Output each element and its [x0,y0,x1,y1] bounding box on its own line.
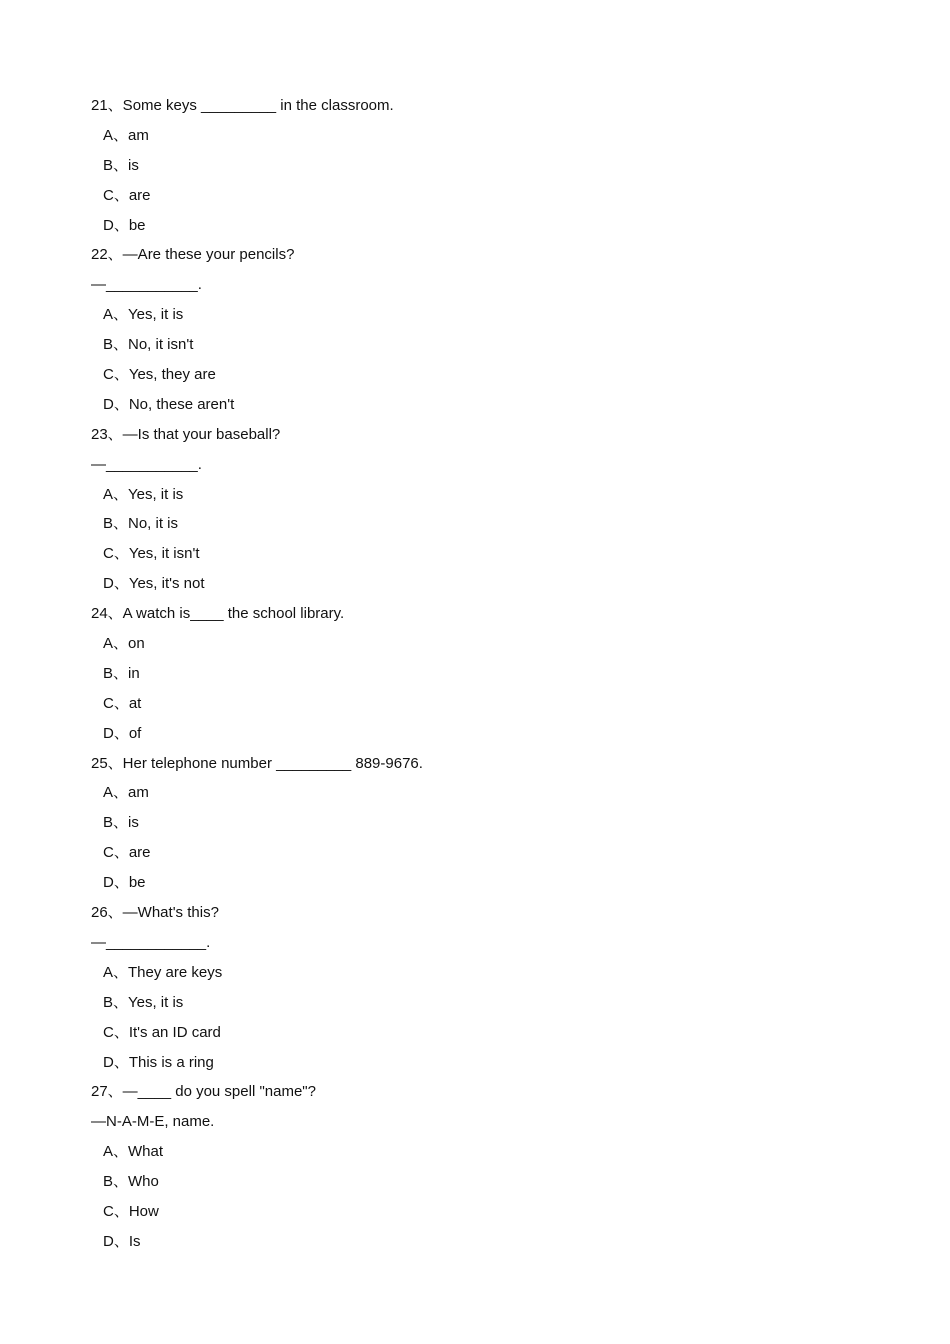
answer-option[interactable]: B、Yes, it is [103,993,184,1011]
answer-option[interactable]: D、be [103,216,146,234]
answer-option[interactable]: D、No, these aren't [103,395,235,413]
question-24 [0,599,950,748]
answer-option[interactable]: A、Yes, it is [103,485,184,503]
answer-option[interactable]: C、at [103,694,142,712]
answer-option[interactable]: C、It's an ID card [103,1023,221,1041]
answer-blank-line: —___________. [91,276,202,294]
answer-option[interactable]: B、No, it isn't [103,336,194,354]
question-25 [0,749,950,898]
question-stem: 26、—What's this? [91,904,219,922]
question-stem: 27、—____ do you spell "name"? [91,1083,316,1101]
question-26 [0,898,950,1077]
answer-option[interactable]: A、What [103,1143,164,1161]
answer-option[interactable]: C、Yes, it isn't [103,545,200,563]
answer-blank-line: —N-A-M-E, name. [91,1113,215,1131]
question-stem: 25、Her telephone number _________ 889-9676. [91,754,423,772]
question-21 [0,91,950,240]
question-stem: 23、—Is that your baseball? [91,425,281,443]
answer-option[interactable]: A、They are keys [103,963,223,981]
answer-option[interactable]: C、How [103,1202,159,1220]
answer-option[interactable]: B、is [103,156,139,174]
answer-blank-line: —____________. [91,933,211,951]
answer-option[interactable]: B、Who [103,1173,159,1191]
answer-option[interactable]: A、on [103,635,145,653]
answer-option[interactable]: D、of [103,724,142,742]
question-22 [0,240,950,419]
question-stem: 21、Some keys _________ in the classroom. [91,97,394,114]
question-list [0,91,950,1257]
answer-option[interactable]: D、be [103,874,146,892]
answer-option[interactable]: A、am [103,126,149,144]
question-27 [0,1077,950,1256]
answer-blank-line: —___________. [91,455,202,473]
answer-option[interactable]: A、Yes, it is [103,306,184,324]
question-23 [0,420,950,599]
answer-option[interactable]: C、are [103,844,151,862]
answer-option[interactable]: D、This is a ring [103,1053,214,1071]
answer-option[interactable]: B、is [103,814,139,832]
answer-option[interactable]: B、No, it is [103,515,179,533]
answer-option[interactable]: C、Yes, they are [103,366,216,384]
question-stem: 24、A watch is____ the school library. [91,605,345,623]
answer-option[interactable]: A、am [103,784,149,802]
answer-option[interactable]: B、in [103,664,140,682]
question-stem: 22、—Are these your pencils? [91,246,295,264]
answer-option[interactable]: C、are [103,186,151,204]
answer-option[interactable]: D、Yes, it's not [103,575,205,593]
answer-option[interactable]: D、Is [103,1232,141,1250]
